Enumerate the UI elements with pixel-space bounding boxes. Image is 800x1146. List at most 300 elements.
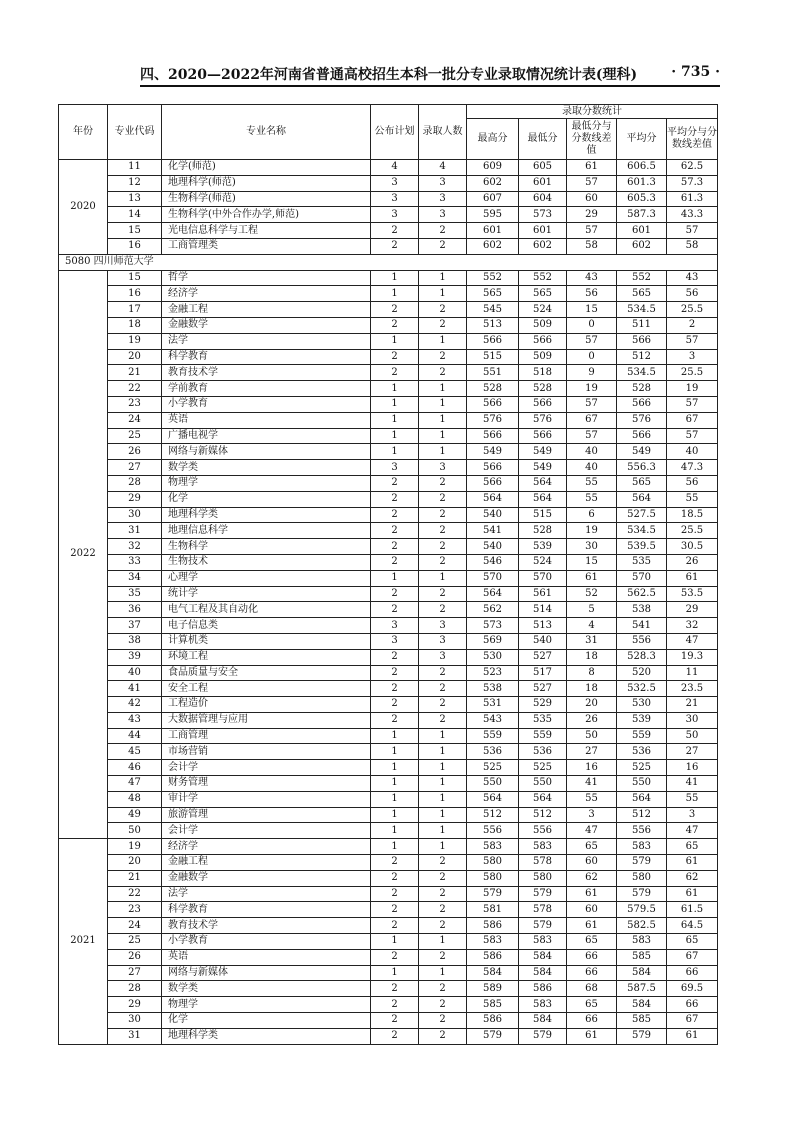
min-cell: 509 xyxy=(519,349,567,365)
name-cell: 金融工程 xyxy=(162,855,371,871)
page-number: · 735 · xyxy=(671,64,720,80)
admitted-cell: 1 xyxy=(419,839,467,855)
table-row xyxy=(59,349,718,365)
avg-diff-cell: 66 xyxy=(667,997,718,1013)
name-cell: 安全工程 xyxy=(162,681,371,697)
table-row xyxy=(59,286,718,302)
plan-cell: 2 xyxy=(371,997,419,1013)
table-row xyxy=(59,981,718,997)
min-cell: 602 xyxy=(519,238,567,254)
min-diff-cell: 57 xyxy=(567,223,617,239)
table-container xyxy=(58,104,717,1045)
plan-cell: 2 xyxy=(371,902,419,918)
avg-cell: 602 xyxy=(617,238,667,254)
code-cell: 23 xyxy=(108,396,162,412)
min-diff-cell: 55 xyxy=(567,475,617,491)
min-diff-cell: 8 xyxy=(567,665,617,681)
admitted-cell: 2 xyxy=(419,586,467,602)
plan-cell: 2 xyxy=(371,475,419,491)
code-cell: 20 xyxy=(108,855,162,871)
table-row xyxy=(59,570,718,586)
plan-cell: 3 xyxy=(371,191,419,207)
name-cell: 生物科学 xyxy=(162,539,371,555)
code-cell: 45 xyxy=(108,744,162,760)
avg-cell: 570 xyxy=(617,570,667,586)
plan-cell: 2 xyxy=(371,1028,419,1044)
code-cell: 26 xyxy=(108,949,162,965)
avg-cell: 550 xyxy=(617,776,667,792)
code-cell: 21 xyxy=(108,870,162,886)
plan-cell: 1 xyxy=(371,570,419,586)
min-cell: 564 xyxy=(519,475,567,491)
min-cell: 583 xyxy=(519,997,567,1013)
code-cell: 16 xyxy=(108,238,162,254)
table-row xyxy=(59,412,718,428)
avg-cell: 512 xyxy=(617,349,667,365)
avg-diff-cell: 67 xyxy=(667,412,718,428)
plan-cell: 2 xyxy=(371,317,419,333)
min-diff-cell: 4 xyxy=(567,618,617,634)
admitted-cell: 2 xyxy=(419,997,467,1013)
min-diff-cell: 26 xyxy=(567,712,617,728)
code-cell: 30 xyxy=(108,507,162,523)
min-diff-cell: 67 xyxy=(567,412,617,428)
avg-diff-cell: 61.3 xyxy=(667,191,718,207)
table-row xyxy=(59,776,718,792)
avg-diff-cell: 66 xyxy=(667,965,718,981)
avg-cell: 583 xyxy=(617,934,667,950)
table-row xyxy=(59,381,718,397)
table-row xyxy=(59,886,718,902)
table-row xyxy=(59,207,718,223)
max-cell: 583 xyxy=(467,934,519,950)
min-diff-cell: 41 xyxy=(567,776,617,792)
admitted-cell: 2 xyxy=(419,870,467,886)
plan-cell: 2 xyxy=(371,586,419,602)
plan-cell: 2 xyxy=(371,649,419,665)
max-cell: 602 xyxy=(467,238,519,254)
max-cell: 536 xyxy=(467,744,519,760)
code-cell: 41 xyxy=(108,681,162,697)
code-cell: 25 xyxy=(108,934,162,950)
code-cell: 43 xyxy=(108,712,162,728)
plan-cell: 1 xyxy=(371,965,419,981)
name-cell: 地理科学(师范) xyxy=(162,175,371,191)
min-diff-cell: 29 xyxy=(567,207,617,223)
avg-cell: 556 xyxy=(617,823,667,839)
name-cell: 科学教育 xyxy=(162,902,371,918)
name-cell: 小学教育 xyxy=(162,934,371,950)
avg-cell: 585 xyxy=(617,1013,667,1029)
plan-cell: 1 xyxy=(371,776,419,792)
admitted-cell: 2 xyxy=(419,317,467,333)
plan-cell: 3 xyxy=(371,175,419,191)
avg-diff-cell: 47 xyxy=(667,633,718,649)
plan-cell: 1 xyxy=(371,333,419,349)
avg-diff-cell: 40 xyxy=(667,444,718,460)
admitted-cell: 1 xyxy=(419,744,467,760)
admitted-cell: 1 xyxy=(419,444,467,460)
plan-cell: 2 xyxy=(371,554,419,570)
plan-cell: 1 xyxy=(371,396,419,412)
name-cell: 数学类 xyxy=(162,981,371,997)
max-cell: 564 xyxy=(467,586,519,602)
avg-diff-cell: 43 xyxy=(667,270,718,286)
min-cell: 528 xyxy=(519,523,567,539)
plan-cell: 1 xyxy=(371,807,419,823)
min-cell: 604 xyxy=(519,191,567,207)
admitted-cell: 2 xyxy=(419,1013,467,1029)
code-cell: 40 xyxy=(108,665,162,681)
table-row xyxy=(59,302,718,318)
admitted-cell: 1 xyxy=(419,428,467,444)
max-cell: 566 xyxy=(467,475,519,491)
table-row xyxy=(59,965,718,981)
table-row xyxy=(59,760,718,776)
table-row xyxy=(59,238,718,254)
min-diff-cell: 52 xyxy=(567,586,617,602)
avg-diff-cell: 47.3 xyxy=(667,460,718,476)
max-cell: 570 xyxy=(467,570,519,586)
code-cell: 50 xyxy=(108,823,162,839)
min-diff-cell: 61 xyxy=(567,570,617,586)
plan-cell: 2 xyxy=(371,365,419,381)
code-cell: 23 xyxy=(108,902,162,918)
max-cell: 580 xyxy=(467,870,519,886)
avg-cell: 565 xyxy=(617,475,667,491)
table-row xyxy=(59,317,718,333)
page-title: 四、2020—2022年河南省普通高校招生本科一批分专业录取情况统计表(理科) xyxy=(140,67,638,83)
header-score-group: 录取分数统计 xyxy=(467,105,718,119)
avg-diff-cell: 2 xyxy=(667,317,718,333)
plan-cell: 2 xyxy=(371,602,419,618)
avg-diff-cell: 50 xyxy=(667,728,718,744)
admitted-cell: 1 xyxy=(419,776,467,792)
name-cell: 化学 xyxy=(162,1013,371,1029)
name-cell: 市场营销 xyxy=(162,744,371,760)
min-diff-cell: 47 xyxy=(567,823,617,839)
min-diff-cell: 15 xyxy=(567,554,617,570)
admitted-cell: 3 xyxy=(419,460,467,476)
avg-diff-cell: 41 xyxy=(667,776,718,792)
code-cell: 21 xyxy=(108,365,162,381)
plan-cell: 3 xyxy=(371,207,419,223)
max-cell: 562 xyxy=(467,602,519,618)
name-cell: 化学 xyxy=(162,491,371,507)
admitted-cell: 3 xyxy=(419,175,467,191)
table-row xyxy=(59,934,718,950)
table-row xyxy=(59,949,718,965)
table-row xyxy=(59,728,718,744)
table-body xyxy=(59,160,718,1045)
avg-diff-cell: 61 xyxy=(667,886,718,902)
code-cell: 44 xyxy=(108,728,162,744)
max-cell: 586 xyxy=(467,918,519,934)
min-cell: 540 xyxy=(519,633,567,649)
avg-diff-cell: 21 xyxy=(667,697,718,713)
table-row xyxy=(59,396,718,412)
min-cell: 564 xyxy=(519,791,567,807)
code-cell: 22 xyxy=(108,886,162,902)
min-cell: 566 xyxy=(519,333,567,349)
max-cell: 566 xyxy=(467,428,519,444)
avg-cell: 534.5 xyxy=(617,523,667,539)
plan-cell: 1 xyxy=(371,744,419,760)
code-cell: 29 xyxy=(108,997,162,1013)
max-cell: 550 xyxy=(467,776,519,792)
max-cell: 530 xyxy=(467,649,519,665)
name-cell: 统计学 xyxy=(162,586,371,602)
min-diff-cell: 40 xyxy=(567,460,617,476)
avg-cell: 564 xyxy=(617,491,667,507)
admitted-cell: 2 xyxy=(419,475,467,491)
plan-cell: 2 xyxy=(371,949,419,965)
min-cell: 576 xyxy=(519,412,567,428)
min-diff-cell: 61 xyxy=(567,160,617,176)
min-cell: 583 xyxy=(519,934,567,950)
name-cell: 工商管理 xyxy=(162,728,371,744)
min-cell: 515 xyxy=(519,507,567,523)
name-cell: 生物科学(中外合作办学,师范) xyxy=(162,207,371,223)
avg-cell: 566 xyxy=(617,396,667,412)
min-diff-cell: 27 xyxy=(567,744,617,760)
avg-cell: 587.3 xyxy=(617,207,667,223)
plan-cell: 1 xyxy=(371,760,419,776)
name-cell: 生物技术 xyxy=(162,554,371,570)
min-cell: 584 xyxy=(519,949,567,965)
code-cell: 36 xyxy=(108,602,162,618)
plan-cell: 1 xyxy=(371,791,419,807)
plan-cell: 2 xyxy=(371,665,419,681)
plan-cell: 1 xyxy=(371,823,419,839)
name-cell: 审计学 xyxy=(162,791,371,807)
avg-diff-cell: 26 xyxy=(667,554,718,570)
min-diff-cell: 9 xyxy=(567,365,617,381)
table-row xyxy=(59,712,718,728)
min-diff-cell: 19 xyxy=(567,381,617,397)
code-cell: 20 xyxy=(108,349,162,365)
year-cell: 2020 xyxy=(59,160,108,255)
avg-diff-cell: 57 xyxy=(667,428,718,444)
max-cell: 552 xyxy=(467,270,519,286)
min-cell: 535 xyxy=(519,712,567,728)
max-cell: 581 xyxy=(467,902,519,918)
table-row xyxy=(59,523,718,539)
admitted-cell: 2 xyxy=(419,349,467,365)
avg-diff-cell: 19 xyxy=(667,381,718,397)
name-cell: 小学教育 xyxy=(162,396,371,412)
min-diff-cell: 57 xyxy=(567,428,617,444)
max-cell: 589 xyxy=(467,981,519,997)
header-plan: 公布计划 xyxy=(371,105,419,160)
code-cell: 27 xyxy=(108,965,162,981)
max-cell: 545 xyxy=(467,302,519,318)
avg-cell: 583 xyxy=(617,839,667,855)
code-cell: 15 xyxy=(108,270,162,286)
min-diff-cell: 19 xyxy=(567,523,617,539)
table-row xyxy=(59,175,718,191)
avg-diff-cell: 11 xyxy=(667,665,718,681)
min-cell: 570 xyxy=(519,570,567,586)
admitted-cell: 3 xyxy=(419,191,467,207)
max-cell: 565 xyxy=(467,286,519,302)
min-diff-cell: 55 xyxy=(567,791,617,807)
name-cell: 计算机类 xyxy=(162,633,371,649)
plan-cell: 1 xyxy=(371,412,419,428)
avg-diff-cell: 23.5 xyxy=(667,681,718,697)
header-max: 最高分 xyxy=(467,119,519,160)
min-cell: 564 xyxy=(519,491,567,507)
avg-diff-cell: 29 xyxy=(667,602,718,618)
code-cell: 49 xyxy=(108,807,162,823)
avg-cell: 538 xyxy=(617,602,667,618)
avg-cell: 552 xyxy=(617,270,667,286)
name-cell: 教育技术学 xyxy=(162,365,371,381)
code-cell: 30 xyxy=(108,1013,162,1029)
code-cell: 37 xyxy=(108,618,162,634)
max-cell: 538 xyxy=(467,681,519,697)
plan-cell: 2 xyxy=(371,697,419,713)
min-cell: 561 xyxy=(519,586,567,602)
max-cell: 583 xyxy=(467,839,519,855)
avg-diff-cell: 55 xyxy=(667,791,718,807)
name-cell: 食品质量与安全 xyxy=(162,665,371,681)
max-cell: 540 xyxy=(467,539,519,555)
plan-cell: 1 xyxy=(371,270,419,286)
plan-cell: 2 xyxy=(371,507,419,523)
max-cell: 602 xyxy=(467,175,519,191)
min-diff-cell: 57 xyxy=(567,333,617,349)
avg-cell: 541 xyxy=(617,618,667,634)
code-cell: 12 xyxy=(108,175,162,191)
table-row xyxy=(59,697,718,713)
avg-cell: 530 xyxy=(617,697,667,713)
avg-cell: 556.3 xyxy=(617,460,667,476)
min-cell: 579 xyxy=(519,886,567,902)
min-diff-cell: 65 xyxy=(567,839,617,855)
admitted-cell: 1 xyxy=(419,286,467,302)
table-row xyxy=(59,918,718,934)
admitted-cell: 2 xyxy=(419,365,467,381)
max-cell: 540 xyxy=(467,507,519,523)
name-cell: 网络与新媒体 xyxy=(162,965,371,981)
max-cell: 531 xyxy=(467,697,519,713)
code-cell: 22 xyxy=(108,381,162,397)
code-cell: 25 xyxy=(108,428,162,444)
min-cell: 550 xyxy=(519,776,567,792)
code-cell: 16 xyxy=(108,286,162,302)
table-row xyxy=(59,1028,718,1044)
avg-diff-cell: 65 xyxy=(667,934,718,950)
avg-cell: 579 xyxy=(617,1028,667,1044)
avg-diff-cell: 57 xyxy=(667,223,718,239)
admitted-cell: 1 xyxy=(419,412,467,428)
max-cell: 543 xyxy=(467,712,519,728)
admitted-cell: 1 xyxy=(419,381,467,397)
avg-diff-cell: 32 xyxy=(667,618,718,634)
min-diff-cell: 61 xyxy=(567,886,617,902)
table-row xyxy=(59,223,718,239)
max-cell: 546 xyxy=(467,554,519,570)
min-cell: 512 xyxy=(519,807,567,823)
plan-cell: 1 xyxy=(371,934,419,950)
name-cell: 哲学 xyxy=(162,270,371,286)
max-cell: 515 xyxy=(467,349,519,365)
name-cell: 学前教育 xyxy=(162,381,371,397)
max-cell: 541 xyxy=(467,523,519,539)
min-diff-cell: 40 xyxy=(567,444,617,460)
max-cell: 551 xyxy=(467,365,519,381)
admitted-cell: 2 xyxy=(419,507,467,523)
avg-cell: 528 xyxy=(617,381,667,397)
table-row xyxy=(59,855,718,871)
code-cell: 24 xyxy=(108,918,162,934)
avg-diff-cell: 3 xyxy=(667,349,718,365)
table-row xyxy=(59,586,718,602)
admitted-cell: 1 xyxy=(419,807,467,823)
max-cell: 576 xyxy=(467,412,519,428)
min-diff-cell: 60 xyxy=(567,902,617,918)
min-diff-cell: 56 xyxy=(567,286,617,302)
header-name: 专业名称 xyxy=(162,105,371,160)
avg-diff-cell: 64.5 xyxy=(667,918,718,934)
avg-cell: 535 xyxy=(617,554,667,570)
table-row xyxy=(59,902,718,918)
avg-cell: 556 xyxy=(617,633,667,649)
avg-cell: 587.5 xyxy=(617,981,667,997)
table-row xyxy=(59,365,718,381)
avg-cell: 585 xyxy=(617,949,667,965)
code-cell: 14 xyxy=(108,207,162,223)
name-cell: 环境工程 xyxy=(162,649,371,665)
avg-cell: 534.5 xyxy=(617,365,667,381)
header-avg: 平均分 xyxy=(617,119,667,160)
plan-cell: 1 xyxy=(371,286,419,302)
max-cell: 580 xyxy=(467,855,519,871)
admitted-cell: 2 xyxy=(419,981,467,997)
code-cell: 33 xyxy=(108,554,162,570)
min-cell: 573 xyxy=(519,207,567,223)
min-cell: 525 xyxy=(519,760,567,776)
avg-diff-cell: 61 xyxy=(667,1028,718,1044)
max-cell: 601 xyxy=(467,223,519,239)
plan-cell: 1 xyxy=(371,444,419,460)
name-cell: 数学类 xyxy=(162,460,371,476)
admitted-cell: 3 xyxy=(419,618,467,634)
avg-cell: 584 xyxy=(617,965,667,981)
plan-cell: 2 xyxy=(371,981,419,997)
table-row xyxy=(59,507,718,523)
min-diff-cell: 31 xyxy=(567,633,617,649)
min-diff-cell: 5 xyxy=(567,602,617,618)
section-title: 5080 四川师范大学 xyxy=(59,254,718,270)
min-cell: 559 xyxy=(519,728,567,744)
header-year: 年份 xyxy=(59,105,108,160)
name-cell: 英语 xyxy=(162,949,371,965)
max-cell: 573 xyxy=(467,618,519,634)
table-row xyxy=(59,665,718,681)
min-cell: 528 xyxy=(519,381,567,397)
table-row xyxy=(59,191,718,207)
avg-diff-cell: 62.5 xyxy=(667,160,718,176)
plan-cell: 2 xyxy=(371,918,419,934)
plan-cell: 2 xyxy=(371,855,419,871)
name-cell: 金融数学 xyxy=(162,317,371,333)
max-cell: 595 xyxy=(467,207,519,223)
avg-cell: 512 xyxy=(617,807,667,823)
avg-cell: 562.5 xyxy=(617,586,667,602)
avg-cell: 559 xyxy=(617,728,667,744)
